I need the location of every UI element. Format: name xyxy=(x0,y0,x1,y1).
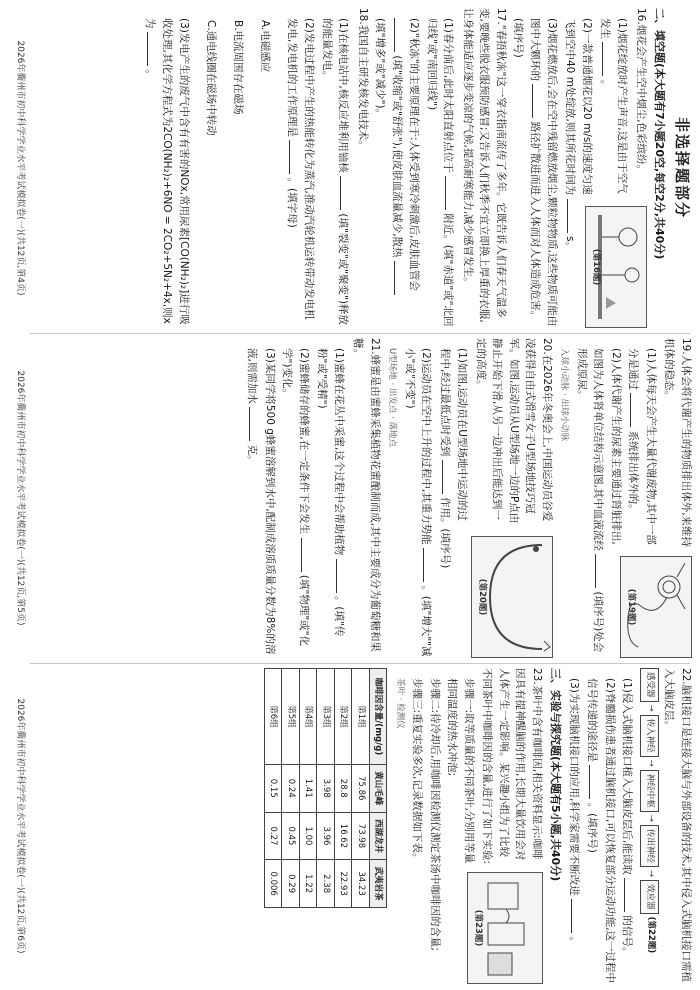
question-text: (填"物理"或"化学")变化。 xyxy=(281,348,310,646)
table-row xyxy=(265,669,283,908)
option-c: C.通电线圈在磁场中转动 xyxy=(205,20,217,136)
table-header-row xyxy=(370,669,388,908)
question-18-stem: 18.我国自主研发核发电技术。 xyxy=(357,8,369,151)
q20-figure-labels: U型场地 · 出发点 · 落地点 xyxy=(387,348,398,447)
question-text: 。 xyxy=(144,69,156,80)
flow-step: 神经中枢 xyxy=(641,770,660,812)
column-divider xyxy=(30,333,690,334)
reflex-arc-flow xyxy=(641,668,660,984)
question-text: 。(填"传粉"或"受精") xyxy=(316,348,345,637)
question-19-part-2 xyxy=(574,348,625,658)
table-row xyxy=(282,669,300,908)
question-text: (2)脊髓损伤患者通过脑机接口,可以恢复部分运动功能,这一过程中信号传递的途径是 xyxy=(586,678,616,984)
answer-blank[interactable] xyxy=(532,84,544,118)
question-text: (1)春分前后,此时太阳直射点位于 xyxy=(442,18,455,173)
answer-blank[interactable] xyxy=(625,878,637,912)
table-cell: 0.24 xyxy=(282,764,300,812)
question-text: 系统排出体外的。 xyxy=(627,430,640,515)
arrow-right-icon: → xyxy=(646,869,656,878)
question-19-stem: 19.人体会将代谢产生的物质排出体外,来维持机体的稳态。 xyxy=(663,338,692,548)
table-header: 西湖龙井 xyxy=(370,812,388,860)
question-text: (3)烟花燃放后,会在空中残留燃放烟尘,颗粒物物质,这些物质可能由图中大颗环的 xyxy=(529,18,559,327)
question-20-stem: 20.在2026年冬奥会上,中国运动员谷爱凌获得自由式滑雪女子U型场地技巧冠军。如图,运动员从U型场地一边的P点由静止开始下滑,从另一边冲出后能达到一定的高度。 xyxy=(475,338,553,524)
experiment-step-2: 步骤二:待冷却后,用咖啡因检测仪测定茶汤中咖啡因的含量; xyxy=(429,678,441,951)
arrow-right-icon: → xyxy=(646,814,656,822)
answer-blank[interactable] xyxy=(147,32,159,66)
table-cell: 第1组 xyxy=(352,669,370,765)
question-text: (3)为实现脑机接口的应用,科学家需要不断改进 xyxy=(568,678,580,896)
table-cell: 1.41 xyxy=(300,764,318,812)
question-17-part-2 xyxy=(372,18,423,328)
answer-blank[interactable] xyxy=(394,261,406,295)
figure-label: 入球小动脉 xyxy=(559,348,570,391)
answer-blank[interactable] xyxy=(250,407,262,441)
flow-step: 传入神经 xyxy=(641,715,660,757)
question-23-stem: 23.茶叶中含有咖啡因,相关资料显示:咖啡因具有提神醒脑的作用,长期大量饮用会对人体产生一定影响。某兴趣小组为了比较不同茶叶中咖啡因的含量,进行了如下实验: xyxy=(481,668,543,864)
table-header: 黄山毛峰 xyxy=(370,764,388,812)
question-text: (2)人体代谢产生的尿素主要通过肾脏排出,如图为人体肾单位结构示意图,其中血液流经 xyxy=(592,348,622,551)
question-text: (3)发电产生的废气中含有有害的NOx,常用尿素[CO(NH₂)₂]进行吸收处理,其化学方程式为2CO(NH₂)₂+6NO = 2CO₂+5N₂+4x,则x为 xyxy=(144,18,190,325)
question-text: 的信号。 xyxy=(621,915,634,958)
question-22-stem: 22.脑机接口是连接大脑与外部设备的技术,其中侵入式脑机接口需植入大脑皮层。 xyxy=(663,668,692,983)
experiment-section-heading: 三、实验与探究题(本大题有5小题,共40分) xyxy=(549,668,563,882)
table-row xyxy=(352,669,370,908)
question-17-part-1 xyxy=(424,18,458,328)
page-footer: 2026年衢州市初中科学学业水平考试模拟卷(一)(共12页,第6页) xyxy=(15,698,26,954)
question-18-part-2 xyxy=(284,18,318,328)
option-a: A.电磁感应 xyxy=(259,20,271,73)
question-text: (2)运动员在空中上升的过程中,其重力势能 xyxy=(420,348,433,545)
question-text: (填"增多"或"减少")。 xyxy=(374,18,387,120)
figure-label: 茶叶 xyxy=(395,678,405,696)
page-footer: 2026年衢州市初中科学学业水平考试模拟卷(一)(共12页,第4页) xyxy=(15,40,26,296)
question-text: (1)侵入式脑机接口植入大脑皮层后,能读取 xyxy=(621,678,634,875)
question-text: (2)发电过程中产生的热能转化为蒸汽,推动汽轮机运转带动发电机发电,发电机的工作原理是 xyxy=(286,18,316,320)
table-cell: 1.00 xyxy=(300,812,318,860)
experiment-step-1: 步骤一:取等质量的不同茶叶,分别用等量相同温度的热水冲泡; xyxy=(446,678,475,864)
question-22-part-3 xyxy=(566,678,584,984)
page-footer: 2026年衢州市初中科学学业水平考试模拟卷(一)(共12页,第5页) xyxy=(15,370,26,626)
question-text: (2)"秋冻"的主要原理在于:人体受到寒冷刺激后,皮肤血管会 xyxy=(408,18,421,291)
question-16-stem: 16.烟花会产生空中烟尘,色彩缤纷。 xyxy=(635,8,647,176)
table-cell: 16.62 xyxy=(335,812,353,860)
flow-step: 感受器 xyxy=(641,668,660,702)
question-22-part-1 xyxy=(619,678,637,984)
column-page-5 xyxy=(6,338,694,658)
question-text: (1)烟花绽放时产生声音,这是由于空气发生 xyxy=(599,18,629,194)
question-text: (2)一款普通烟花以20 m/s的速度匀速飞到空中40 m处绽放,则其所花时间为 xyxy=(564,18,594,196)
table-cell: 34.23 xyxy=(352,860,370,908)
answer-blank[interactable] xyxy=(424,548,436,582)
question-21-stem: 21.蜂蜜是由蜜蜂采集植物花蜜酿制而成,其中主要成分为葡萄糖和果糖。 xyxy=(352,338,381,653)
table-cell: 28.8 xyxy=(335,764,353,812)
figure-caption: (第20题) xyxy=(477,578,488,616)
table-row xyxy=(335,669,353,908)
table-cell: 0.15 xyxy=(265,764,283,812)
question-text: 。 xyxy=(568,936,580,947)
q23-figure-labels: 茶叶 · 检测仪 xyxy=(395,678,405,729)
question-text: 。 xyxy=(599,79,611,91)
column-page-4 xyxy=(6,8,694,328)
table-cell: 3.96 xyxy=(317,812,335,860)
question-text: 。(填字母) xyxy=(286,177,298,228)
table-cell: 第5组 xyxy=(282,669,300,765)
section-title: 非选择题部分 xyxy=(673,116,691,219)
table-cell: 73.98 xyxy=(352,812,370,860)
table-header: 武夷岩茶 xyxy=(370,860,388,908)
figure-label: U型场地 xyxy=(387,348,398,380)
table-cell: 0.27 xyxy=(265,812,283,860)
q19-figure-labels: 入球小动脉 · 出球小动脉 xyxy=(559,348,570,442)
question-21-part-1 xyxy=(314,348,348,658)
question-text: (1)人体每天会产生大量代谢废物,其中一部分是通过 xyxy=(627,348,657,545)
option-b: B.电流周围存在磁场 xyxy=(232,20,244,115)
answer-blank[interactable] xyxy=(446,176,458,210)
column-divider xyxy=(30,663,690,664)
question-18-part-1 xyxy=(319,18,353,328)
figure-label: 落地点 xyxy=(387,421,398,447)
figure-label: 出球小动脉 xyxy=(559,398,570,442)
answer-blank[interactable] xyxy=(442,460,454,494)
question-text: (填"收缩"或"舒张"),使皮肤血流量减少,散热 xyxy=(391,55,403,258)
question-text: (1)如图,运动员在U型场地中运动的过程中,经过最低点时受到 xyxy=(439,348,469,521)
answer-blank[interactable] xyxy=(590,765,602,799)
question-text: 路径扩散进而进入人体而对人体造成危害。(填序号) xyxy=(512,18,541,322)
answer-blank[interactable] xyxy=(336,559,348,593)
question-text: 作用。(填序号) xyxy=(439,497,451,569)
figure-caption: (第16题) xyxy=(591,248,602,286)
question-text: (3)某同学将500 g蜂蜜溶解到水中,配制成溶质质量分数为8%的溶液,则需加水 xyxy=(246,348,276,655)
table-header: 咖啡因含量/(mg/g) xyxy=(370,669,388,765)
answer-blank[interactable] xyxy=(596,554,608,588)
figure-label: 出发点 xyxy=(387,387,398,414)
table-cell: 1.22 xyxy=(300,860,318,908)
answer-blank[interactable] xyxy=(301,538,313,572)
answer-blank[interactable] xyxy=(394,18,406,52)
question-22-part-2 xyxy=(584,678,618,984)
figure-caption: (第19题) xyxy=(626,588,637,626)
answer-blank[interactable] xyxy=(341,176,353,210)
table-cell: 0.45 xyxy=(282,812,300,860)
table-row xyxy=(317,669,335,908)
question-text: (填"裂变"或"聚变")释放的能量发电。 xyxy=(321,18,350,325)
arrow-right-icon: → xyxy=(646,704,656,712)
answer-blank[interactable] xyxy=(571,899,583,933)
question-text: 附近。(填"赤道"或"北回归线"或"南回归线") xyxy=(426,18,455,327)
table-row xyxy=(300,669,318,908)
figure-q23 xyxy=(467,872,543,984)
question-17-stem: 17."春捂秋冻"这一穿衣指南流传了多年。它既告诉人们春天气温多变,要晚些脱衣服预防感冒;又告诉人们秋季不宜立即换上厚重的衣服,让身体能适应逐步变凉的气候,提高耐寒能力,减少感冒发生。 xyxy=(462,8,507,323)
question-text: (填序号)处会形成原尿。 xyxy=(576,348,605,653)
table-cell: 第4组 xyxy=(300,669,318,765)
question-text: (2)蜜蜂储存的蜂蜜,在一定条件下会发生 xyxy=(298,348,310,535)
question-text: 。(填"增大""减小"或"不变") xyxy=(404,348,433,657)
table-cell: 第2组 xyxy=(335,669,353,765)
figure-caption: (第23题) xyxy=(473,909,484,947)
arrow-right-icon: → xyxy=(646,759,656,767)
answer-blank[interactable] xyxy=(631,393,643,427)
table-cell: 第6组 xyxy=(265,669,283,765)
table-cell: 2.38 xyxy=(317,860,335,908)
flow-step: 传出神经 xyxy=(641,825,660,867)
question-16-part-3 xyxy=(510,18,561,328)
figure-label: 检测仪 xyxy=(395,703,405,729)
question-20-part-1 xyxy=(437,348,471,658)
question-20-part-2 xyxy=(402,348,436,658)
question-text: (1)蜜蜂在花丛中采蜜,这个过程中会帮助植物 xyxy=(333,348,345,556)
question-text: 。(填序号) xyxy=(586,802,599,853)
question-text: s。 xyxy=(564,235,576,252)
figure-q16 xyxy=(585,206,647,328)
question-21-part-2 xyxy=(279,348,313,658)
table-cell: 第3组 xyxy=(317,669,335,765)
caffeine-data-table xyxy=(264,668,388,908)
column-page-6 xyxy=(6,668,694,984)
question-21-part-3 xyxy=(244,348,278,658)
figure-q19 xyxy=(620,556,692,658)
question-text: 克。 xyxy=(246,444,259,466)
table-cell: 0.006 xyxy=(265,860,283,908)
experiment-step-3: 步骤三:重复实验多次,记录数据如下表。 xyxy=(411,678,424,864)
table-cell: 22.93 xyxy=(335,860,353,908)
answer-blank[interactable] xyxy=(289,140,301,174)
table-cell: 3.98 xyxy=(317,764,335,812)
figure-caption: (第22题) xyxy=(646,916,656,954)
figure-q20 xyxy=(471,536,553,658)
question-18-part-3 xyxy=(142,18,193,328)
question-text: (1)在核电站中,核反应堆利用铀核 xyxy=(337,18,350,173)
answer-blank[interactable] xyxy=(567,199,579,233)
fill-blank-section-heading: 二、填空题(本大题有7小题20空,每空2分,共40分) xyxy=(653,8,667,260)
flow-step: 效应器 xyxy=(641,880,660,914)
table-cell: 0.29 xyxy=(282,860,300,908)
answer-blank[interactable] xyxy=(602,42,614,76)
table-cell: 75.86 xyxy=(352,764,370,812)
